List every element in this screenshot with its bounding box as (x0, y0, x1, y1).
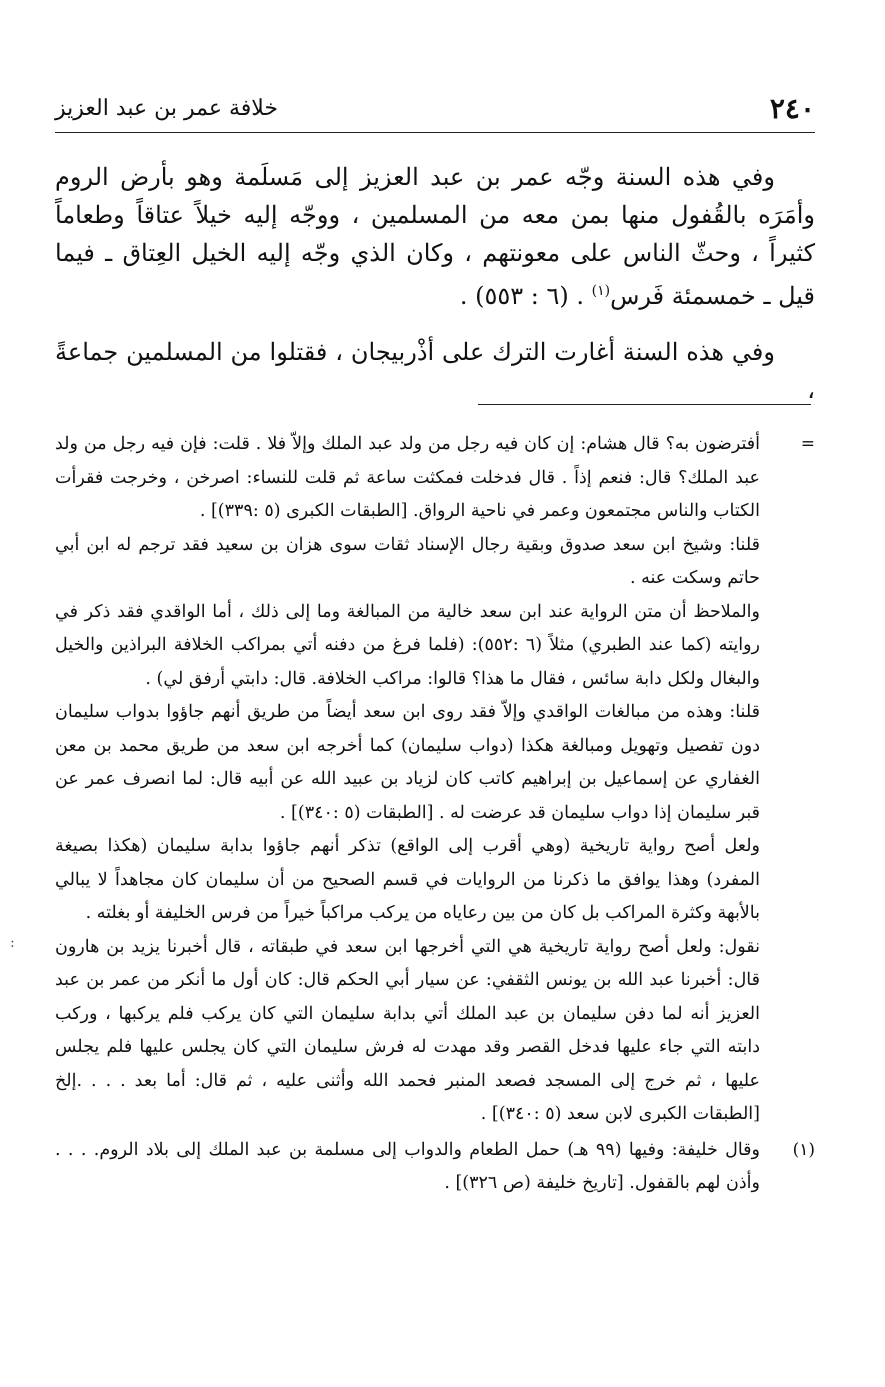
footnote-paragraph: قلنا: وشيخ ابن سعد صدوق وبقية رجال الإسناد ثقات سوى هزان بن سعيد فقد ترجم له ابن أبي حاتم وسكت عنه . (55, 534, 760, 588)
footnote-paragraph: وقال خليفة: وفيها (٩٩ هـ) حمل الطعام والدواب إلى مسلمة بن عبد الملك إلى بلاد الروم. . . . وأذن لهم بالقفول. [تاريخ خليفة (ص ٣٢٦)] . (55, 1139, 761, 1193)
body-paragraph (55, 333, 815, 409)
continuation-marker: = (800, 434, 815, 454)
body-paragraph (55, 158, 815, 315)
footnote-paragraph: والملاحظ أن متن الرواية عند ابن سعد خالية من المبالغة وما إلى ذلك ، أما الواقدي فقد ذكر في روايته (كما عند الطبري) مثلاً (٦ :٥٥٢): (فلما فرغ من دفنه أتي بمراكب الخلافة البراذين والخيل والبغال ولكل دابة سائس ، فقال ما هذا؟ قالوا: مراكب الخلافة. قال: دابتي أرفق لي) . (55, 601, 760, 689)
margin-mark: : (10, 935, 15, 951)
paragraph-text: وفي هذه السنة وجّه عمر بن عبد العزيز إلى مَسلَمة وهو بأرض الروم وأمَرَه بالقُفول منها بمن معه من المسلمين ، ووجّه إليه خيلاً عتاقاً وطعاماً كثيراً ، وحثّ الناس على معونتهم ، وكان الذي وجّه إليه الخيل العِتاق ـ فيما قيل ـ خمسمئة فَرس (55, 163, 815, 310)
footnote-separator (478, 404, 811, 405)
paragraph-text: وفي هذه السنة أغارت الترك على أذْربيجان ، فقتلوا من المسلمين جماعةً ، (55, 338, 815, 404)
page-header (55, 88, 815, 133)
footnote-1 (55, 1134, 815, 1201)
footnote-reference[interactable]: (١) (591, 283, 611, 299)
footnote-paragraph: نقول: ولعل أصح رواية تاريخية هي التي أخرجها ابن سعد في طبقاته ، قال أخبرنا يزيد بن هارون قال: أخبرنا عبد الله بن يونس الثقفي: عن سيار أبي الحكم قال: كان أول ما أنكر من عمر بن عبد العزيز أنه لما دفن سليمان بن عبد الملك أتي بدابة سليمان التي كان يركب فلم يركبها ، وركب دابته التي جاء عليها فدخل القصر وقد مهدت له فرش سليمان التي كان يجلس عليها فلم يجلس عليها ، ثم خرج إلى المسجد فصعد المنبر فحمد الله وأثنى عليه ، ثم قال: أما بعد . . . .إلخ [الطبقات الكبرى لابن سعد (٥ :٣٤٠)] . (55, 936, 760, 1124)
main-text (55, 158, 815, 427)
footnote-paragraph: قلنا: وهذه من مبالغات الواقدي وإلاّ فقد روى ابن سعد أيضاً من طريق أنهم جاؤوا بدواب سليمان دون تفصيل وتهويل ومبالغة هكذا (دواب سليمان) كما أخرجه ابن سعد من طريق محمد بن معن الغفاري عن إسماعيل بن إبراهيم كاتب كان لزياد بن عبيد الله عن أبيه قال: لما انصرف عمر عن قبر سليمان إذا دواب سليمان قد عرضت له . [الطبقات (٥ :٣٤٠)] . (55, 702, 760, 823)
footnote-number: (١) (792, 1139, 815, 1160)
footnote-continuation (55, 428, 815, 1132)
running-title: خلافة عمر بن عبد العزيز (55, 96, 279, 121)
footnote-paragraph: أفترضون به؟ قال هشام: إن كان فيه رجل من ولد عبد الملك وإلاّ فلا . قلت: فإن فيه رجل من ولد عبد الملك؟ قال: فنعم إذاً . قال فدخلت فمكثت ساعة ثم قلت للنساء: اصرخن ، وخرجت فقرأت الكتاب والناس مجتمعون وعمر في ناحية الرواق. [الطبقات الكبرى (٥ :٣٣٩)] . (55, 434, 760, 521)
page-number: ٢٤٠ (769, 92, 815, 125)
paragraph-citation: . (٦ : ٥٥٣) . (459, 282, 592, 310)
footnote-paragraph: ولعل أصح رواية تاريخية (وهي أقرب إلى الواقع) تذكر أنهم جاؤوا بدابة سليمان (هكذا بصيغة المفرد) وهذا يوافق ما ذكرنا من الروايات في قسم الصحيح من أن سليمان كان مجاهداً لا يبالي بالأبهة وكثرة المراكب بل كان من بين رعاياه من يركب مراكباً خيراً من فرس الخليفة أو بغلته . (55, 836, 760, 923)
footnotes-section (55, 428, 815, 1201)
